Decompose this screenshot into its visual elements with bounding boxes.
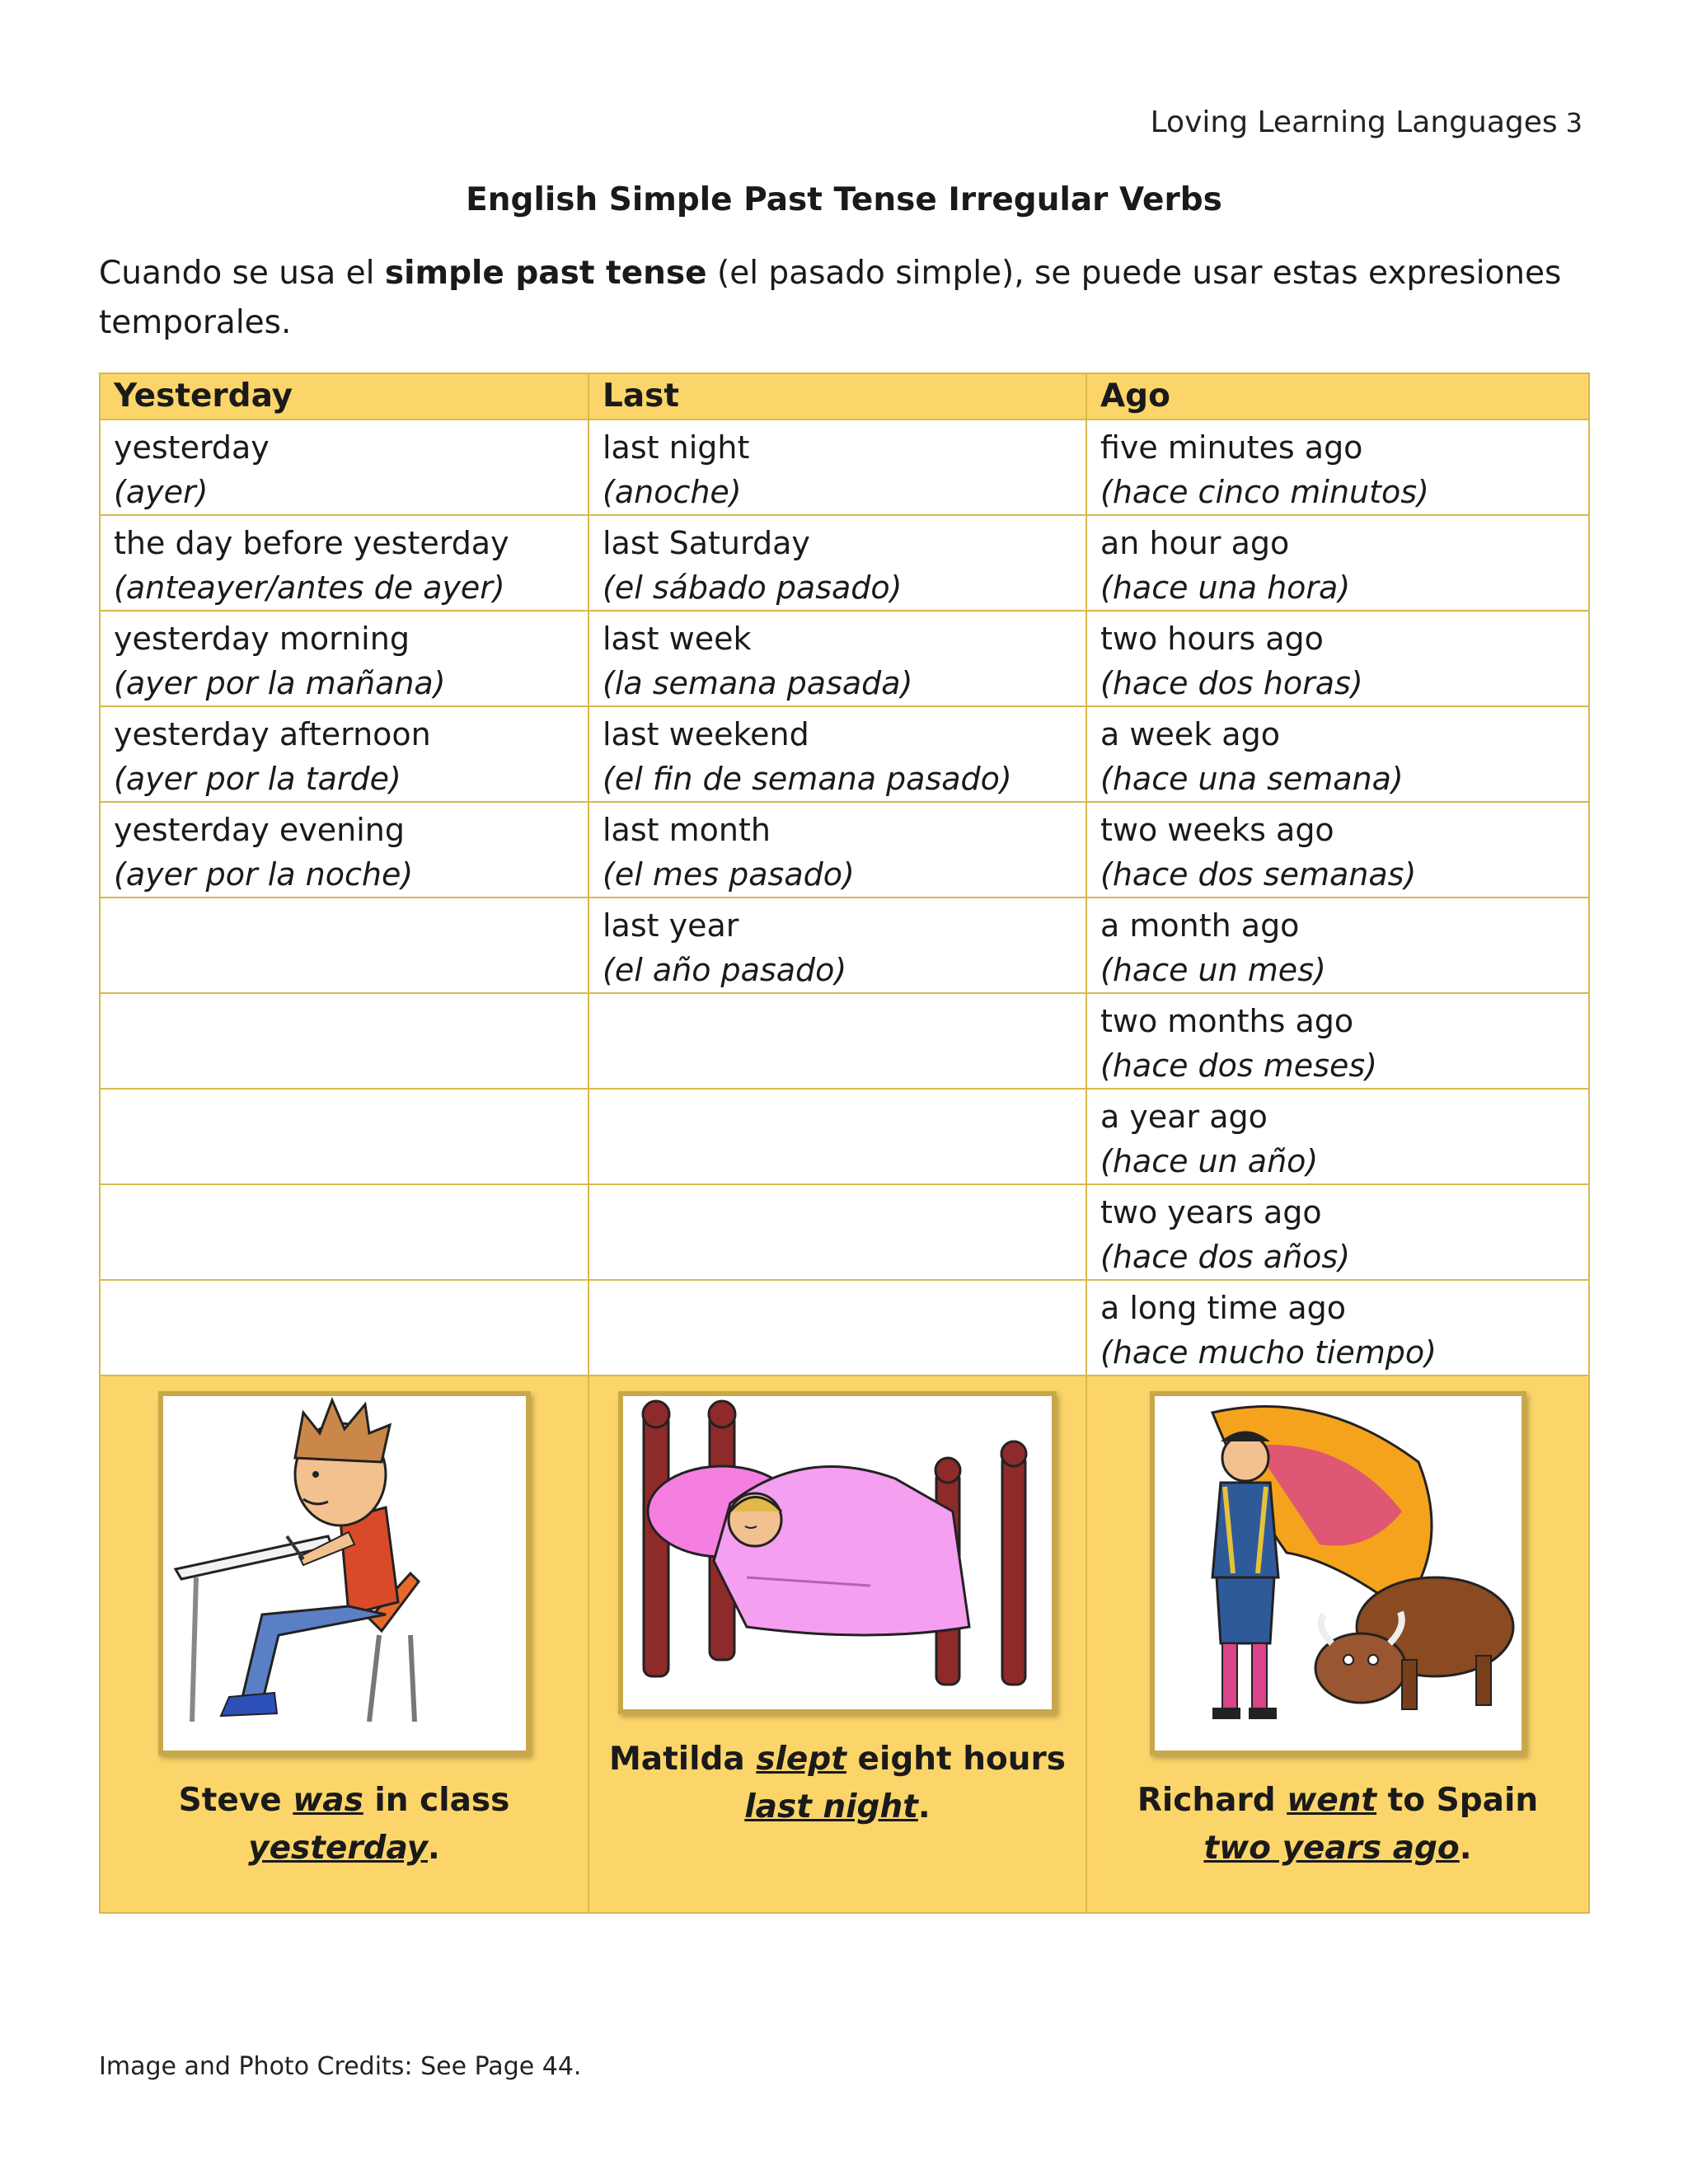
table-row — [100, 1184, 1589, 1280]
column-header-last: Last — [588, 373, 1086, 419]
table-row — [100, 898, 1589, 993]
table-header-row — [100, 373, 1589, 419]
table-cell — [588, 419, 1086, 515]
caption-time-expression: last night — [744, 1788, 918, 1825]
caption-end: . — [428, 1830, 440, 1867]
english-expression: yesterday morning — [114, 621, 410, 657]
english-expression: a long time ago — [1100, 1290, 1347, 1326]
running-header — [1151, 105, 1582, 139]
table-cell — [100, 1280, 588, 1376]
spanish-translation: (anteayer/antes de ayer) — [114, 569, 505, 606]
english-expression: last week — [603, 621, 752, 657]
caption-middle: to Spain — [1376, 1782, 1539, 1819]
table-row — [100, 611, 1589, 706]
caption-verb: slept — [756, 1741, 846, 1778]
english-expression: yesterday afternoon — [114, 716, 431, 752]
illustration-cell-matilda — [588, 1376, 1086, 1913]
table-cell — [588, 515, 1086, 611]
english-expression: two weeks ago — [1100, 812, 1334, 848]
time-expressions-table — [99, 373, 1590, 1914]
boy-at-desk-illustration — [158, 1391, 531, 1755]
spanish-translation: (hace dos meses) — [1100, 1047, 1377, 1084]
spanish-translation: (anoche) — [603, 474, 742, 510]
spanish-translation: (hace un año) — [1100, 1143, 1319, 1179]
table-cell — [1086, 1184, 1589, 1280]
column-header-ago: Ago — [1086, 373, 1589, 419]
table-cell — [1086, 611, 1589, 706]
image-credits-footer: Image and Photo Credits: See Page 44. — [99, 2052, 582, 2081]
table-cell — [100, 419, 588, 515]
illustration-row — [100, 1376, 1589, 1913]
caption-matilda — [609, 1736, 1066, 1831]
table-cell — [1086, 706, 1589, 802]
intro-after: (el pasado simple), se puede usar estas expresiones temporales. — [99, 255, 1562, 341]
table-cell — [100, 898, 588, 993]
spanish-translation: (hace dos semanas) — [1100, 856, 1417, 893]
table-row — [100, 419, 1589, 515]
table-cell — [1086, 515, 1589, 611]
table-row — [100, 1280, 1589, 1376]
table-cell — [100, 1089, 588, 1184]
intro-before: Cuando se usa el — [99, 255, 385, 292]
bullfighter-and-bull-illustration — [1150, 1391, 1526, 1755]
table-cell — [1086, 419, 1589, 515]
table-cell — [1086, 993, 1589, 1089]
caption-verb: was — [293, 1782, 363, 1819]
spanish-translation: (ayer por la noche) — [114, 856, 414, 893]
intro-paragraph — [99, 249, 1582, 348]
table-cell — [100, 611, 588, 706]
english-expression: two years ago — [1100, 1194, 1322, 1230]
table-row — [100, 993, 1589, 1089]
spanish-translation: (hace una hora) — [1100, 569, 1351, 606]
document-title: English Simple Past Tense Irregular Verbs — [466, 181, 1222, 218]
table-cell — [100, 1184, 588, 1280]
caption-end: . — [917, 1788, 931, 1825]
illustration-cell-steve — [100, 1376, 588, 1913]
english-expression: two hours ago — [1100, 621, 1324, 657]
spanish-translation: (el año pasado) — [603, 952, 847, 988]
table-cell — [1086, 898, 1589, 993]
spanish-translation: (hace cinco minutos) — [1100, 474, 1429, 510]
caption-middle: eight hours — [846, 1741, 1066, 1778]
english-expression: a week ago — [1100, 716, 1280, 752]
caption-verb: went — [1287, 1782, 1377, 1819]
english-expression: a month ago — [1100, 907, 1300, 944]
spanish-translation: (ayer por la tarde) — [114, 761, 401, 797]
caption-time-expression: yesterday — [248, 1830, 429, 1867]
table-cell — [100, 802, 588, 898]
english-expression: two months ago — [1100, 1003, 1354, 1039]
caption-end: . — [1459, 1830, 1472, 1867]
english-expression: last year — [603, 907, 739, 944]
caption-subject: Richard — [1137, 1782, 1287, 1819]
caption-richard — [1137, 1777, 1538, 1872]
spanish-translation: (el fin de semana pasado) — [603, 761, 1012, 797]
table-cell — [588, 611, 1086, 706]
english-expression: last night — [603, 429, 750, 466]
table-cell — [588, 993, 1086, 1089]
table-row — [100, 515, 1589, 611]
spanish-translation: (el sábado pasado) — [603, 569, 903, 606]
caption-time-expression: two years ago — [1203, 1830, 1460, 1867]
table-cell — [588, 1089, 1086, 1184]
girl-sleeping-in-bed-illustration — [618, 1391, 1057, 1714]
table-cell — [100, 515, 588, 611]
table-cell — [588, 706, 1086, 802]
table-row — [100, 1089, 1589, 1184]
spanish-translation: (ayer) — [114, 474, 209, 510]
english-expression: last weekend — [603, 716, 809, 752]
table-cell — [100, 706, 588, 802]
spanish-translation: (hace mucho tiempo) — [1100, 1334, 1437, 1371]
caption-subject: Steve — [178, 1782, 293, 1819]
illustration-cell-richard — [1086, 1376, 1589, 1913]
table-cell — [588, 1280, 1086, 1376]
english-expression: an hour ago — [1100, 525, 1290, 561]
page-number: 3 — [1565, 107, 1582, 138]
table-cell — [1086, 802, 1589, 898]
english-expression: last month — [603, 812, 771, 848]
caption-steve — [179, 1777, 510, 1872]
table-cell — [588, 1184, 1086, 1280]
english-expression: the day before yesterday — [114, 525, 509, 561]
header-title: Loving Learning Languages — [1150, 105, 1558, 139]
table-body — [100, 419, 1589, 1376]
table-cell — [1086, 1089, 1589, 1184]
spanish-translation: (la semana pasada) — [603, 665, 913, 701]
table-cell — [1086, 1280, 1589, 1376]
english-expression: yesterday — [114, 429, 270, 466]
spanish-translation: (hace un mes) — [1100, 952, 1326, 988]
table-row — [100, 706, 1589, 802]
spanish-translation: (ayer por la mañana) — [114, 665, 446, 701]
english-expression: a year ago — [1100, 1099, 1268, 1135]
spanish-translation: (hace dos horas) — [1100, 665, 1363, 701]
column-header-yesterday: Yesterday — [100, 373, 588, 419]
english-expression: five minutes ago — [1100, 429, 1363, 466]
spanish-translation: (hace una semana) — [1100, 761, 1404, 797]
caption-middle: in class — [363, 1782, 510, 1819]
table-cell — [588, 898, 1086, 993]
spanish-translation: (hace dos años) — [1100, 1239, 1351, 1275]
english-expression: yesterday evening — [114, 812, 405, 848]
intro-bold: simple past tense — [384, 255, 707, 292]
english-expression: last Saturday — [603, 525, 810, 561]
table-cell — [588, 802, 1086, 898]
table-cell — [100, 993, 588, 1089]
table-row — [100, 802, 1589, 898]
caption-subject: Matilda — [609, 1741, 757, 1778]
spanish-translation: (el mes pasado) — [603, 856, 855, 893]
